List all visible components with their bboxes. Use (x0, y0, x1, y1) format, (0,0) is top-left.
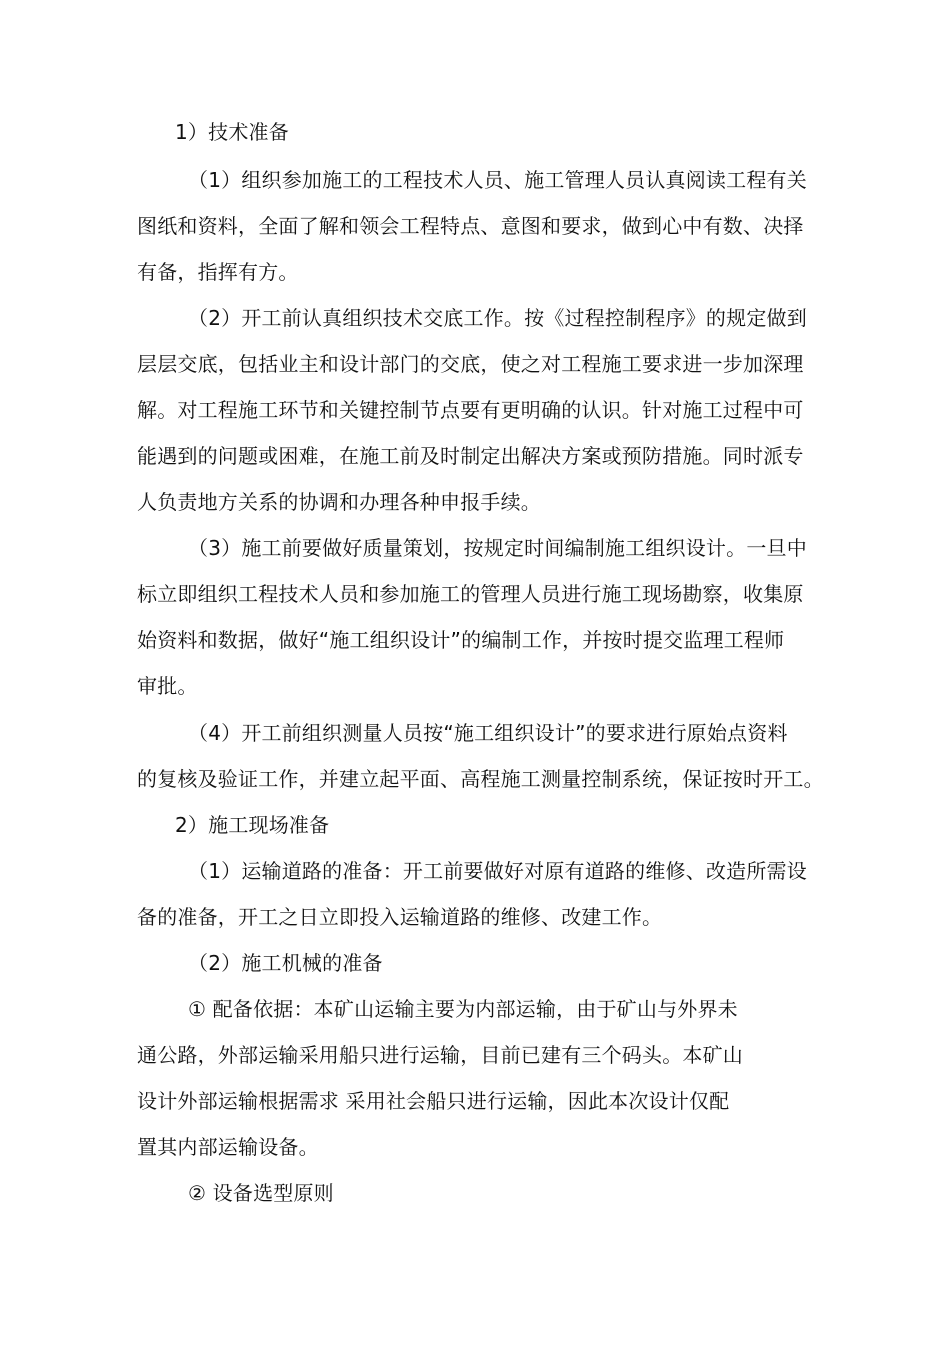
paragraph-line: 能遇到的问题或困难，在施工前及时制定出解决方案或预防措施。同时派专 (137, 444, 804, 468)
subsection-heading-machinery: （2）施工机械的准备 (188, 951, 383, 975)
paragraph-line: 层层交底，包括业主和设计部门的交底，使之对工程施工要求进一步加深理 (137, 352, 804, 376)
paragraph-line: （1）运输道路的准备：开工前要做好对原有道路的维修、改造所需设 (188, 859, 807, 883)
paragraph-line: （4）开工前组织测量人员按“施工组织设计”的要求进行原始点资料 (188, 721, 788, 745)
paragraph-line: 始资料和数据，做好“施工组织设计”的编制工作，并按时提交监理工程师 (137, 628, 785, 652)
paragraph-line: 标立即组织工程技术人员和参加施工的管理人员进行施工现场勘察，收集原 (137, 582, 804, 606)
paragraph-line: 解。对工程施工环节和关键控制节点要有更明确的认识。针对施工过程中可 (137, 398, 804, 422)
paragraph-line: （2）开工前认真组织技术交底工作。按《过程控制程序》的规定做到 (188, 306, 807, 330)
paragraph-line: 图纸和资料，全面了解和领会工程特点、意图和要求，做到心中有数、决择 (137, 214, 804, 238)
paragraph-line: （3）施工前要做好质量策划，按规定时间编制施工组织设计。一旦中 (188, 536, 807, 560)
paragraph-line: 有备，指挥有方。 (137, 260, 299, 284)
section-heading-site-prep: 2）施工现场准备 (175, 813, 330, 837)
paragraph-line: 设计外部运输根据需求 采用社会船只进行运输，因此本次设计仅配 (137, 1089, 730, 1113)
paragraph-line: ① 配备依据：本矿山运输主要为内部运输，由于矿山与外界未 (188, 997, 738, 1021)
paragraph-line: 备的准备，开工之日立即投入运输道路的维修、改建工作。 (137, 905, 663, 929)
paragraph-line: 审批。 (137, 674, 198, 698)
paragraph-line: 人负责地方关系的协调和办理各种申报手续。 (137, 490, 541, 514)
section-heading-technical-prep: 1）技术准备 (175, 120, 289, 144)
paragraph-line: 置其内部运输设备。 (137, 1135, 319, 1159)
subsection-heading-selection-principle: ② 设备选型原则 (188, 1181, 334, 1205)
paragraph-line: 的复核及验证工作，并建立起平面、高程施工测量控制系统，保证按时开工。 (137, 767, 824, 791)
paragraph-line: （1）组织参加施工的工程技术人员、施工管理人员认真阅读工程有关 (188, 168, 807, 192)
paragraph-line: 通公路，外部运输采用船只进行运输，目前已建有三个码头。本矿山 (137, 1043, 743, 1067)
